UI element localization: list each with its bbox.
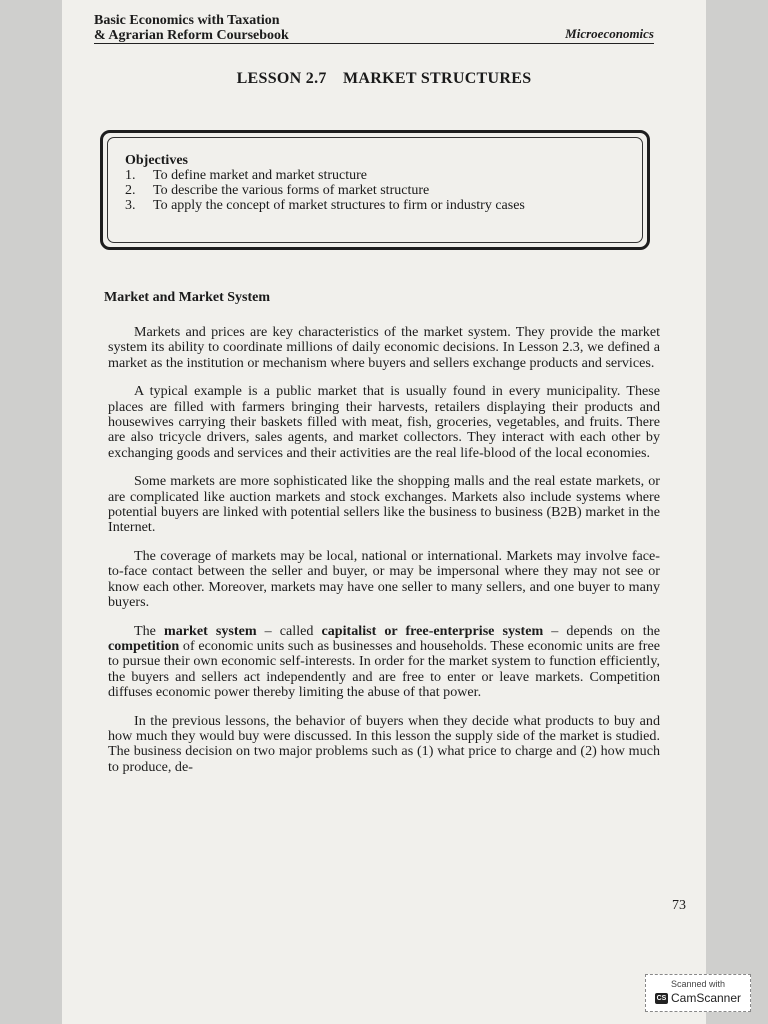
section-heading: Market and Market System (104, 290, 271, 305)
lesson-name: MARKET STRUCTURES (343, 70, 532, 87)
lesson-number: LESSON 2.7 (236, 70, 327, 87)
objectives-box (100, 130, 650, 250)
objectives-list (125, 168, 627, 213)
section-label: Microeconomics (565, 26, 654, 41)
paragraph-4: The coverage of markets may be local, national or international. Markets may involve face-to-face contact between the seller and buyer, or may be impersonal where they may not see or know each other. Moreover, markets may have one seller to many sellers, and one buyer to many buyers. (108, 547, 660, 611)
paragraph-5: The market system – called capitalist or free-enterprise system – depends on the competition of economic units such as businesses and households. These economic units are free to pursue their own economic self-interests. In order for the market system to function efficiently, the buyers and sellers act independently and are free to enter or leave markets. Competition diffuses economic power thereby limiting the abuse of that power. (108, 622, 661, 701)
camscanner-brand-text: CamScanner (670, 991, 742, 1005)
objectives-content (125, 153, 627, 213)
scanned-with-label: Scanned with (670, 979, 726, 989)
camscanner-logo-icon: CS (656, 994, 667, 1002)
paragraph-3: Some markets are more sophisticated like the shopping malls and the real estate markets, or are complicated like auction markets and stock exchanges. Markets also include systems where potential buyers are linked with potential sellers like the business to business (B2B) market in the Internet. (108, 473, 660, 536)
objective-item: 3. To apply the concept of market structures to firm or industry cases (125, 198, 525, 213)
term-competition: competition (108, 637, 180, 654)
paragraph-1: Markets and prices are key characteristics of the market system. They provide the market system its ability to coordinate millions of daily economic decisions. In Lesson 2.3, we defined a market as the institution or mechanism where buyers and sellers exchange products and services. (108, 324, 660, 371)
term-market-system: market system (163, 622, 257, 639)
camscanner-brand (646, 991, 750, 1005)
objective-item: 2. To describe the various forms of market structure (125, 183, 430, 198)
page-number: 73 (672, 898, 686, 913)
book-title-line1: Basic Economics with Taxation (94, 13, 280, 28)
camscanner-watermark (645, 974, 751, 1012)
objectives-heading: Objectives (125, 153, 188, 168)
lesson-title (0, 70, 768, 88)
body-text (108, 325, 660, 788)
objective-item: 1. To define market and market structure (125, 168, 367, 183)
paragraph-6: In the previous lessons, the behavior of buyers when they decide what products to buy and how much they would buy were discussed. In this lesson the supply side of the market is studied. The business decision on two major problems such as (1) what price to charge and (2) how much to produce, de- (108, 712, 660, 775)
term-capitalist-system: capitalist or free-enterprise system (321, 622, 544, 639)
book-title-line2: & Agrarian Reform Coursebook (94, 28, 289, 43)
header-rule (94, 43, 654, 44)
paragraph-2: A typical example is a public market that is usually found in every municipality. These places are filled with farmers bringing their harvests, retailers displaying their products and housewives carrying their baskets filled with meat, fish, groceries, vegetables, and fruits. There are also tricycle drivers, sales agents, and market collectors. They interact with each other by exchanging goods and services and their activities are the real life-blood of the local economies. (108, 383, 660, 461)
book-title (94, 13, 289, 43)
